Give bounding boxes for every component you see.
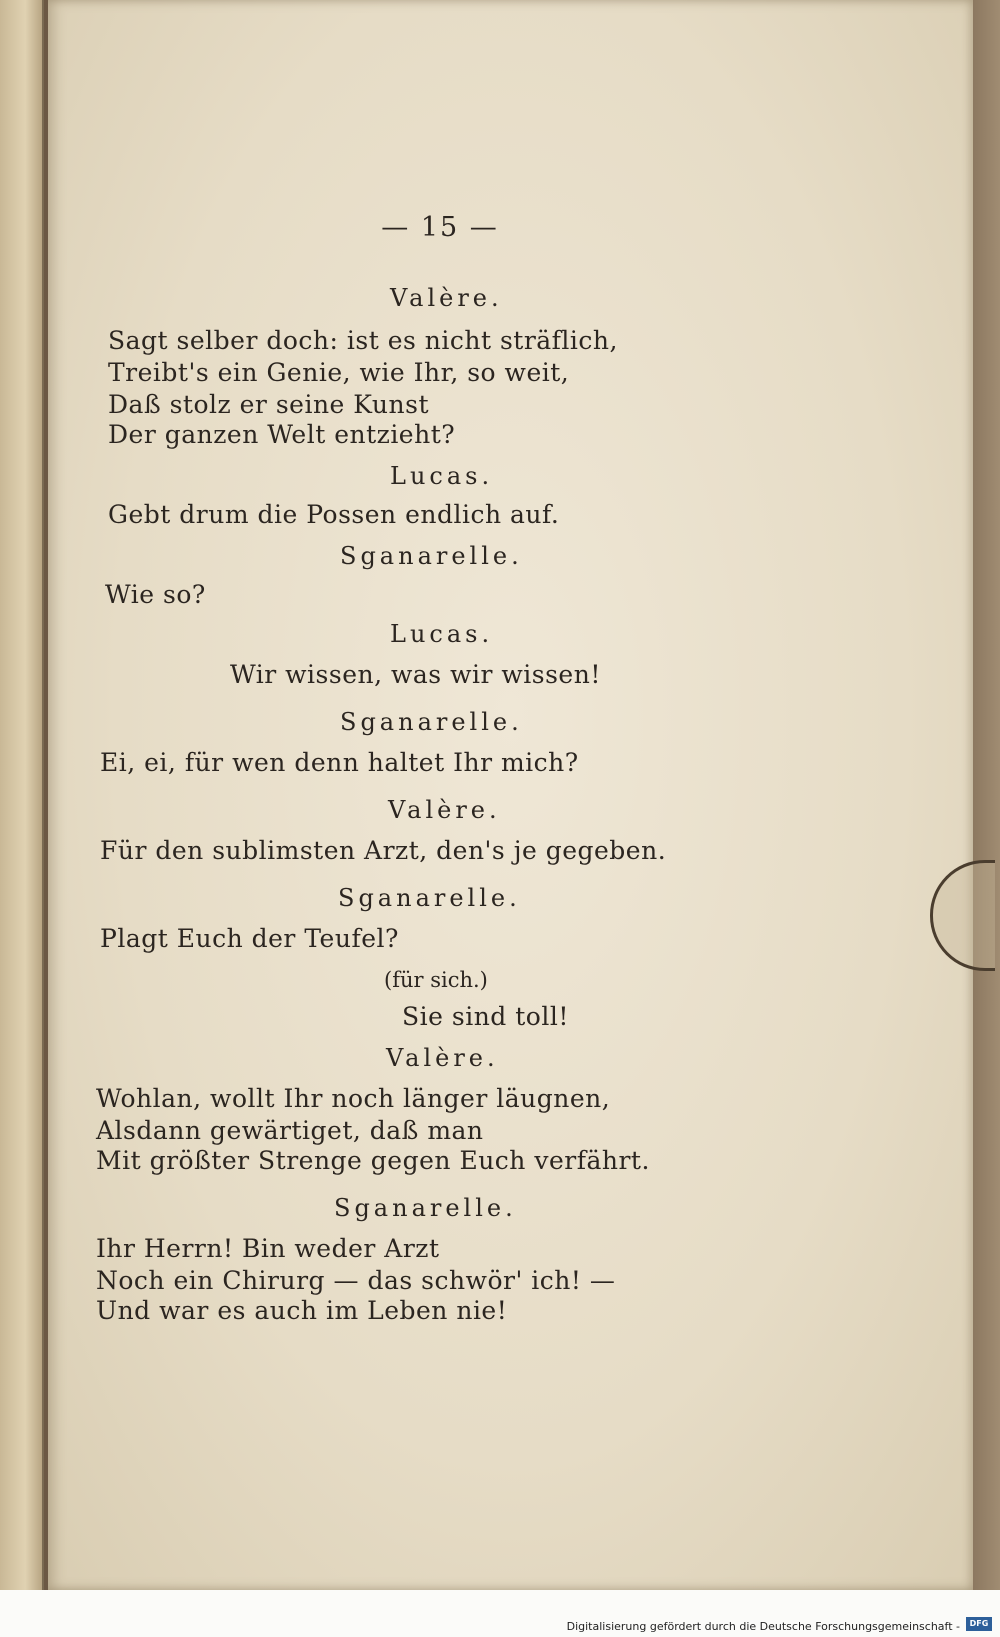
speaker-name: Valère. (388, 796, 501, 824)
verse-line: Gebt drum die Possen endlich auf. (108, 500, 560, 529)
dfg-logo: DFG (966, 1617, 992, 1631)
verse-line: Treibt's ein Genie, wie Ihr, so weit, (108, 358, 570, 387)
verse-line: Für den sublimsten Arzt, den's je gegeben. (100, 836, 667, 865)
verse-line: Noch ein Chirurg — das schwör' ich! — (96, 1266, 616, 1295)
verse-line: Ihr Herrn! Bin weder Arzt (96, 1234, 440, 1263)
speaker-name: Valère. (390, 284, 503, 312)
verse-line: Und war es auch im Leben nie! (96, 1296, 508, 1325)
speaker-name: Sganarelle. (338, 884, 521, 912)
speaker-name: Sganarelle. (334, 1194, 517, 1222)
verse-line: Wohlan, wollt Ihr noch länger läugnen, (96, 1084, 611, 1113)
verse-line: Sagt selber doch: ist es nicht sträflich, (108, 326, 618, 355)
book-cover-edge (973, 0, 1000, 1590)
stage-direction: (für sich.) (384, 968, 488, 992)
verse-line: Alsdann gewärtiget, daß man (96, 1116, 484, 1145)
footer-credit: Digitalisierung gefördert durch die Deutsche Forschungsgemeinschaft - (566, 1620, 960, 1633)
verse-line: Mit größter Strenge gegen Euch verfährt. (96, 1146, 650, 1175)
verse-line: Wie so? (105, 580, 206, 609)
verse-line: Der ganzen Welt entzieht? (108, 420, 456, 449)
speaker-name: Sganarelle. (340, 708, 523, 736)
verse-line: Daß stolz er seine Kunst (108, 390, 429, 419)
verse-line: Ei, ei, für wen denn haltet Ihr mich? (100, 748, 579, 777)
verse-line: Sie sind toll! (402, 1002, 569, 1031)
speaker-name: Lucas. (390, 462, 494, 490)
verse-line: Wir wissen, was wir wissen! (230, 660, 601, 689)
speaker-name: Valère. (386, 1044, 499, 1072)
previous-page-edge (0, 0, 44, 1637)
verse-line: Plagt Euch der Teufel? (100, 924, 399, 953)
page-number: — 15 — (381, 212, 499, 243)
speaker-name: Sganarelle. (340, 542, 523, 570)
speaker-name: Lucas. (390, 620, 494, 648)
